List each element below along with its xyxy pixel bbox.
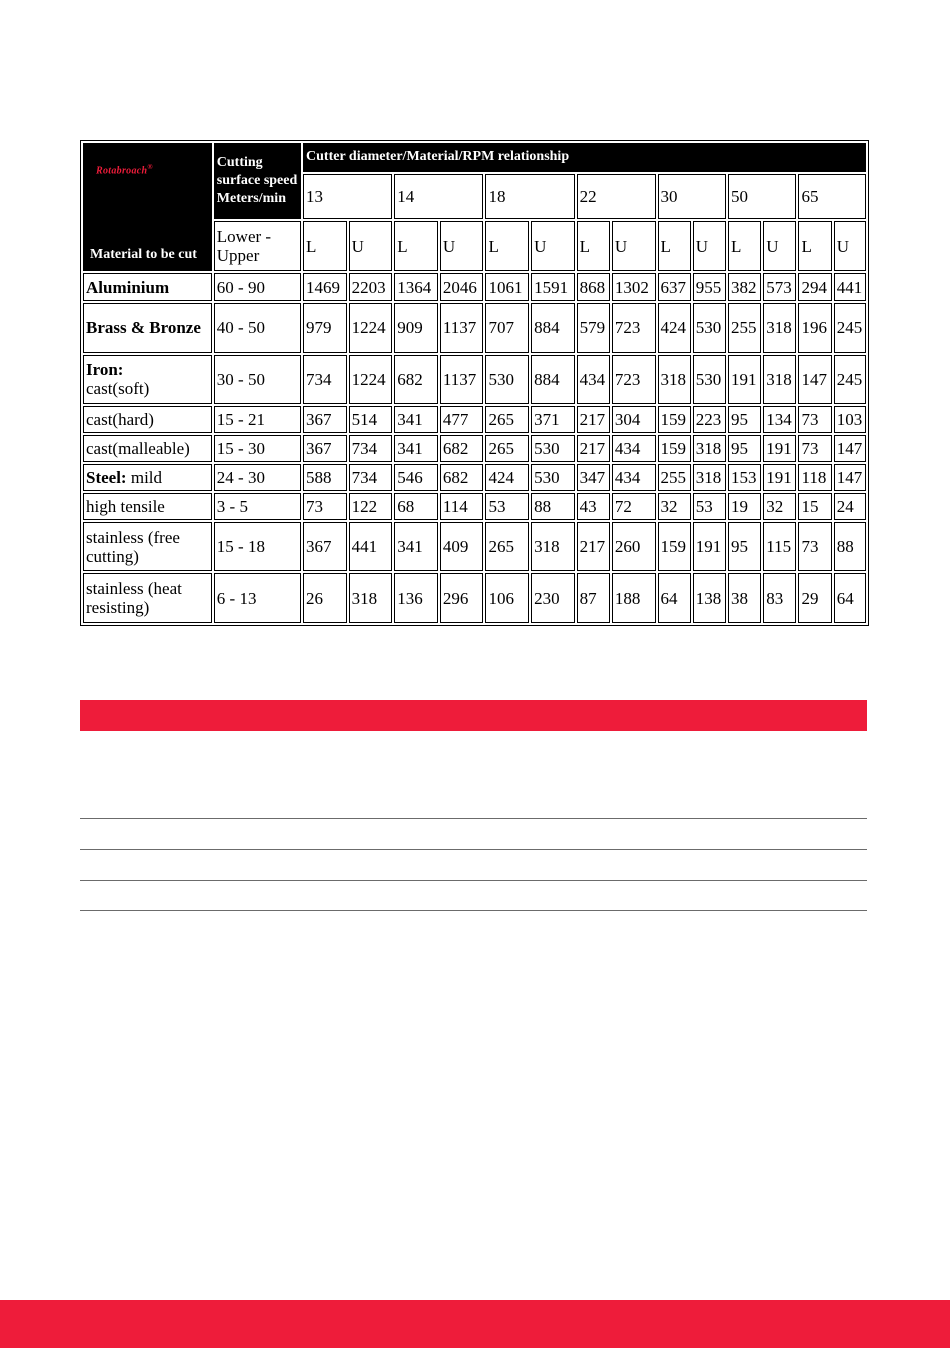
rpm-cell: 73 xyxy=(798,522,831,572)
rpm-cell: 73 xyxy=(798,435,831,462)
rpm-cell: 530 xyxy=(693,355,726,405)
rpm-cell: 546 xyxy=(394,464,438,491)
rpm-cell: 530 xyxy=(693,303,726,353)
rpm-cell: 434 xyxy=(612,435,656,462)
rpm-cell: 1469 xyxy=(303,273,347,301)
material-name: Iron: xyxy=(86,360,124,380)
rpm-cell: 115 xyxy=(763,522,796,572)
rpm-cell: 1224 xyxy=(349,355,393,405)
rpm-cell: 294 xyxy=(798,273,831,301)
header-speed: Cutting surface speed Meters/min xyxy=(214,143,301,219)
material-cell xyxy=(83,303,212,353)
rpm-cell: 637 xyxy=(658,273,691,301)
upper-label: U xyxy=(531,221,575,271)
rpm-cell: 217 xyxy=(577,435,610,462)
rpm-cell: 1224 xyxy=(349,303,393,353)
upper-label: U xyxy=(349,221,393,271)
rpm-cell: 73 xyxy=(798,406,831,433)
rpm-cell: 530 xyxy=(531,464,575,491)
rpm-cell: 318 xyxy=(349,573,393,623)
rpm-cell: 409 xyxy=(440,522,484,572)
rpm-cell: 371 xyxy=(531,406,575,433)
rpm-cell: 134 xyxy=(763,406,796,433)
rpm-cell: 196 xyxy=(798,303,831,353)
material-name: stainless (heat resisting) xyxy=(86,579,182,618)
rpm-cell: 245 xyxy=(834,303,866,353)
rule-line xyxy=(80,910,867,911)
rpm-cell: 1137 xyxy=(440,303,484,353)
material-cell xyxy=(83,573,212,623)
rpm-cell: 95 xyxy=(728,435,761,462)
rpm-cell: 191 xyxy=(693,522,726,572)
rpm-cell: 88 xyxy=(531,493,575,520)
rpm-cell: 884 xyxy=(531,355,575,405)
rpm-cell: 191 xyxy=(763,435,796,462)
rule-line xyxy=(80,849,867,850)
rpm-cell: 573 xyxy=(763,273,796,301)
table-row xyxy=(83,273,866,301)
rpm-cell: 367 xyxy=(303,406,347,433)
rpm-cell: 530 xyxy=(485,355,529,405)
rpm-cell: 424 xyxy=(658,303,691,353)
rpm-cell: 138 xyxy=(693,573,726,623)
material-name: high tensile xyxy=(86,496,165,516)
table-row xyxy=(83,303,866,353)
rpm-table xyxy=(80,140,869,626)
rpm-cell: 579 xyxy=(577,303,610,353)
rpm-cell: 88 xyxy=(834,522,866,572)
rpm-cell: 1137 xyxy=(440,355,484,405)
rpm-cell: 514 xyxy=(349,406,393,433)
rpm-cell: 53 xyxy=(693,493,726,520)
rpm-cell: 2203 xyxy=(349,273,393,301)
rpm-cell: 318 xyxy=(658,355,691,405)
rpm-cell: 15 xyxy=(798,493,831,520)
rpm-cell: 341 xyxy=(394,522,438,572)
rpm-cell: 95 xyxy=(728,406,761,433)
brand-logo: Rotabroach® xyxy=(96,163,153,177)
rpm-cell: 265 xyxy=(485,435,529,462)
rpm-cell: 147 xyxy=(798,355,831,405)
rpm-cell: 191 xyxy=(763,464,796,491)
rpm-cell: 255 xyxy=(658,464,691,491)
table-row xyxy=(83,355,866,405)
rpm-cell: 106 xyxy=(485,573,529,623)
rpm-cell: 230 xyxy=(531,573,575,623)
speed-cell: 3 - 5 xyxy=(214,493,301,520)
rpm-cell: 147 xyxy=(834,435,866,462)
table-row xyxy=(83,493,866,520)
rpm-cell: 136 xyxy=(394,573,438,623)
table-row xyxy=(83,522,866,572)
rpm-cell: 53 xyxy=(485,493,529,520)
rpm-cell: 1302 xyxy=(612,273,656,301)
rpm-cell: 441 xyxy=(349,522,393,572)
rpm-cell: 734 xyxy=(349,464,393,491)
rpm-cell: 707 xyxy=(485,303,529,353)
rule-line xyxy=(80,818,867,819)
rpm-cell: 2046 xyxy=(440,273,484,301)
rpm-cell: 260 xyxy=(612,522,656,572)
rpm-cell: 434 xyxy=(612,464,656,491)
speed-subheader: Lower - Upper xyxy=(214,221,301,271)
material-subname: mild xyxy=(126,467,163,487)
rpm-cell: 64 xyxy=(658,573,691,623)
rpm-cell: 682 xyxy=(440,464,484,491)
lower-label: L xyxy=(798,221,831,271)
rpm-cell: 32 xyxy=(658,493,691,520)
rpm-cell: 29 xyxy=(798,573,831,623)
rpm-cell: 682 xyxy=(440,435,484,462)
rpm-cell: 83 xyxy=(763,573,796,623)
rpm-cell: 188 xyxy=(612,573,656,623)
table-row xyxy=(83,406,866,433)
rpm-cell: 73 xyxy=(303,493,347,520)
rpm-cell: 114 xyxy=(440,493,484,520)
table-row xyxy=(83,573,866,623)
speed-cell: 15 - 18 xyxy=(214,522,301,572)
footer-band xyxy=(0,1300,950,1348)
diameter-header-13: 13 xyxy=(303,174,392,219)
speed-cell: 30 - 50 xyxy=(214,355,301,405)
rpm-cell: 72 xyxy=(612,493,656,520)
material-cell xyxy=(83,522,212,572)
rpm-cell: 382 xyxy=(728,273,761,301)
lower-label: L xyxy=(577,221,610,271)
rpm-cell: 434 xyxy=(577,355,610,405)
material-cell xyxy=(83,435,212,462)
diameter-header-14: 14 xyxy=(394,174,483,219)
material-name: cast(hard) xyxy=(86,410,154,430)
rpm-cell: 265 xyxy=(485,522,529,572)
rpm-cell: 19 xyxy=(728,493,761,520)
diameter-header-50: 50 xyxy=(728,174,796,219)
diameter-header-65: 65 xyxy=(798,174,866,219)
lower-label: L xyxy=(303,221,347,271)
speed-cell: 40 - 50 xyxy=(214,303,301,353)
upper-label: U xyxy=(693,221,726,271)
rpm-cell: 341 xyxy=(394,435,438,462)
rpm-cell: 682 xyxy=(394,355,438,405)
rpm-cell: 87 xyxy=(577,573,610,623)
lower-label: L xyxy=(658,221,691,271)
table-row xyxy=(83,435,866,462)
rpm-cell: 341 xyxy=(394,406,438,433)
upper-label: U xyxy=(763,221,796,271)
logo-header-cell xyxy=(83,143,212,271)
rpm-cell: 318 xyxy=(693,464,726,491)
material-cell xyxy=(83,464,212,491)
rpm-cell: 217 xyxy=(577,522,610,572)
rpm-cell: 909 xyxy=(394,303,438,353)
rpm-cell: 734 xyxy=(349,435,393,462)
table-body xyxy=(83,143,866,623)
rpm-cell: 1364 xyxy=(394,273,438,301)
rpm-cell: 318 xyxy=(763,303,796,353)
speed-cell: 6 - 13 xyxy=(214,573,301,623)
material-name: cast(malleable) xyxy=(86,439,190,459)
speed-cell: 24 - 30 xyxy=(214,464,301,491)
rpm-cell: 223 xyxy=(693,406,726,433)
rpm-cell: 147 xyxy=(834,464,866,491)
rpm-cell: 734 xyxy=(303,355,347,405)
speed-cell: 60 - 90 xyxy=(214,273,301,301)
red-divider-band xyxy=(80,700,867,731)
rpm-cell: 723 xyxy=(612,355,656,405)
lower-label: L xyxy=(394,221,438,271)
rpm-cell: 441 xyxy=(834,273,866,301)
speed-cell: 15 - 30 xyxy=(214,435,301,462)
rpm-cell: 32 xyxy=(763,493,796,520)
rpm-cell: 265 xyxy=(485,406,529,433)
rpm-cell: 68 xyxy=(394,493,438,520)
diameter-header-22: 22 xyxy=(577,174,656,219)
rpm-cell: 38 xyxy=(728,573,761,623)
material-name: Aluminium xyxy=(86,277,170,297)
material-name: stainless (free cutting) xyxy=(86,527,180,566)
lower-label: L xyxy=(485,221,529,271)
rpm-cell: 159 xyxy=(658,406,691,433)
header-material: Material to be cut xyxy=(90,247,197,263)
rpm-cell: 979 xyxy=(303,303,347,353)
rpm-cell: 118 xyxy=(798,464,831,491)
rpm-cell: 122 xyxy=(349,493,393,520)
rpm-cell: 318 xyxy=(693,435,726,462)
speed-cell: 15 - 21 xyxy=(214,406,301,433)
material-name: Brass & Bronze xyxy=(86,318,201,338)
header-relationship: Cutter diameter/Material/RPM relationship xyxy=(303,143,866,172)
upper-label: U xyxy=(834,221,866,271)
rule-line xyxy=(80,880,867,881)
rpm-cell: 26 xyxy=(303,573,347,623)
rpm-cell: 868 xyxy=(577,273,610,301)
rpm-cell: 1061 xyxy=(485,273,529,301)
rpm-cell: 1591 xyxy=(531,273,575,301)
rpm-cell: 318 xyxy=(763,355,796,405)
rpm-cell: 191 xyxy=(728,355,761,405)
table-row xyxy=(83,464,866,491)
diameter-header-30: 30 xyxy=(658,174,726,219)
rpm-cell: 424 xyxy=(485,464,529,491)
rpm-cell: 255 xyxy=(728,303,761,353)
rpm-cell: 318 xyxy=(531,522,575,572)
rpm-cell: 304 xyxy=(612,406,656,433)
rpm-cell: 884 xyxy=(531,303,575,353)
material-name: Steel: xyxy=(86,467,127,487)
material-cell xyxy=(83,273,212,301)
rpm-cell: 367 xyxy=(303,435,347,462)
rpm-cell: 24 xyxy=(834,493,866,520)
rpm-cell: 530 xyxy=(531,435,575,462)
rpm-cell: 64 xyxy=(834,573,866,623)
rpm-cell: 367 xyxy=(303,522,347,572)
rpm-cell: 296 xyxy=(440,573,484,623)
rpm-cell: 103 xyxy=(834,406,866,433)
rpm-cell: 217 xyxy=(577,406,610,433)
upper-label: U xyxy=(440,221,484,271)
rpm-cell: 43 xyxy=(577,493,610,520)
material-subname: cast(soft) xyxy=(86,379,150,399)
diameter-header-18: 18 xyxy=(485,174,574,219)
rpm-cell: 153 xyxy=(728,464,761,491)
rpm-cell: 159 xyxy=(658,522,691,572)
rpm-cell: 588 xyxy=(303,464,347,491)
rpm-cell: 477 xyxy=(440,406,484,433)
material-cell xyxy=(83,493,212,520)
upper-label: U xyxy=(612,221,656,271)
rpm-cell: 955 xyxy=(693,273,726,301)
material-cell xyxy=(83,355,212,405)
rpm-cell: 159 xyxy=(658,435,691,462)
material-cell xyxy=(83,406,212,433)
rpm-cell: 723 xyxy=(612,303,656,353)
rpm-cell: 347 xyxy=(577,464,610,491)
rpm-cell: 95 xyxy=(728,522,761,572)
rpm-cell: 245 xyxy=(834,355,866,405)
lower-label: L xyxy=(728,221,761,271)
